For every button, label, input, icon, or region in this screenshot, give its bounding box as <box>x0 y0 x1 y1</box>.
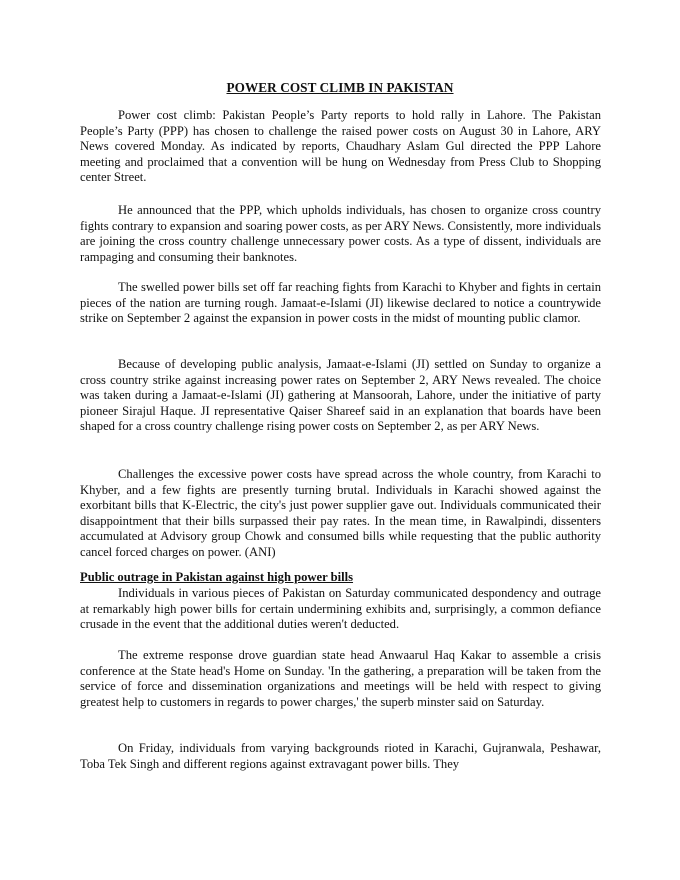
paragraph-friday-riots: On Friday, individuals from varying backgrounds rioted in Karachi, Gujranwala, Peshawar, Toba Tek Singh and different regions against extravagant power bills. They <box>80 741 601 771</box>
paragraph-cross-country-fights: He announced that the PPP, which upholds individuals, has chosen to organize cross country fights contrary to expansion and soaring power costs, as per ARY News. Consistently, more individuals are joining the cross country challenge unnecessary power costs. As a type of dissent, individuals are rampaging and consuming their banknotes. <box>80 203 601 264</box>
paragraph-ji-strike: Because of developing public analysis, Jamaat-e-Islami (JI) settled on Sunday to organize a cross country strike against increasing power rates on September 2, ARY News revealed. The choice was taken during a Jamaat-e-Islami (JI) gathering at Mansoorah, Lahore, under the initiative of party pioneer Sirajul Haque. JI representative Qaiser Shareef said in an explanation that boards have been shaped for a cross country challenge rising power costs on September 2, as per ARY News. <box>80 357 601 433</box>
document-title: POWER COST CLIMB IN PAKISTAN <box>226 80 454 95</box>
paragraph-crisis-conference: The extreme response drove guardian state head Anwaarul Haq Kakar to assemble a crisis conference at the State head's Home on Sunday. 'In the gathering, a preparation will be taken from the service of force and dissemination organizations and meetings will be held with respect to giving greatest help to customers in regards to power charges,' the superb minster said on Saturday. <box>80 648 601 709</box>
paragraph-ppp-rally: Power cost climb: Pakistan People’s Party reports to hold rally in Lahore. The Pakistan People’s Party (PPP) has chosen to challenge the raised power costs on August 30 in Lahore, ARY News covered Monday. As indicated by reports, Chaudhary Aslam Gul directed the PPP Lahore meeting and proclaimed that a convention will be hung on Wednesday from Press Club to Shopping center Street. <box>80 108 601 184</box>
paragraph-public-outrage: Individuals in various pieces of Pakistan on Saturday communicated despondency and outrage at remarkably high power bills for certain undermining exhibits and, surprisingly, a common defiance crusade in the event that the additional duties weren't deducted. <box>80 586 601 631</box>
paragraph-karachi-to-khyber: The swelled power bills set off far reaching fights from Karachi to Khyber and fights in certain pieces of the nation are turning rough. Jamaat-e-Islami (JI) likewise declared to notice a countrywide strike on September 2 against the expansion in power costs in the midst of mounting public clamor. <box>80 280 601 325</box>
section-subheading: Public outrage in Pakistan against high power bills <box>80 570 354 584</box>
paragraph-challenges-spread: Challenges the excessive power costs have spread across the whole country, from Karachi to Khyber, and a few fights are presently turning brutal. Individuals in Karachi showed against the exorbitant bills that K-Electric, the city's just power supplier gave out. Individuals communicated their disappointment that their bills surpassed their pay rates. In the mean time, in Rawalpindi, dissenters accumulated at Advisory group Chowk and consumed bills while requesting that the public authority cancel forced charges on power. (ANI) <box>80 467 601 559</box>
